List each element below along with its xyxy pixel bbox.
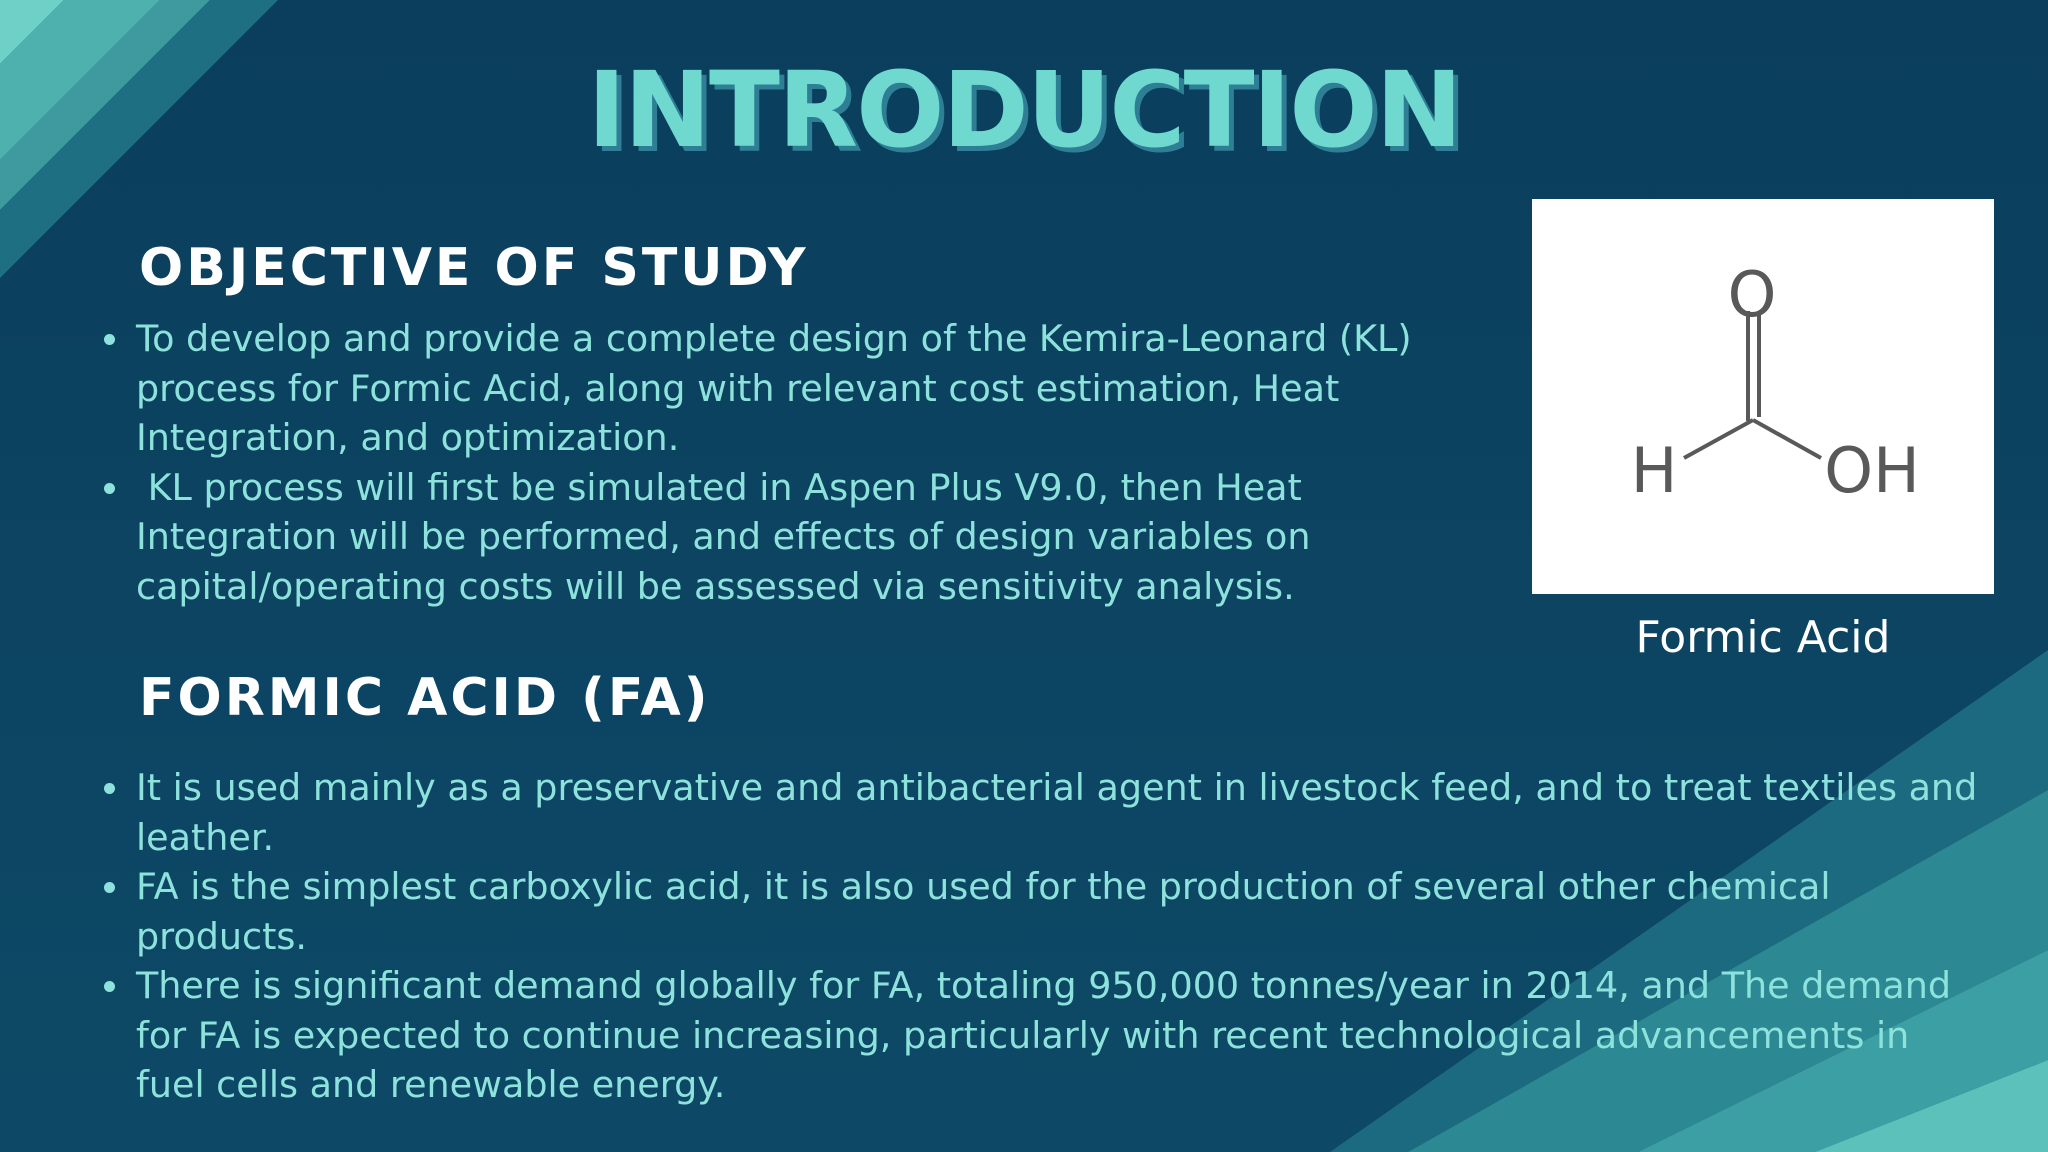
bullet-dot [104,783,115,794]
bullet-dot [104,981,115,992]
formic-acid-structure-image [1532,199,1994,594]
formic-acid-bullet-text: There is significant demand globally for FA, totaling 950,000 tonnes/year in 2014, and The demand for FA is expected to continue increasing, particularly with recent technological advancements in fuel cells and renewable energy. [136,964,1952,1106]
list-item [101,463,1511,612]
bullet-dot [104,483,115,494]
objective-bullet-list [101,314,1511,611]
formic-acid-bullet-text: It is used mainly as a preservative and antibacterial agent in livestock feed, and to treat textiles and leather. [136,766,1978,859]
oxygen-atom-label: O [1727,258,1777,331]
hydroxyl-group-label: OH [1824,434,1920,507]
c-oh-bond [1753,420,1821,458]
bullet-dot [104,334,115,345]
list-item [101,862,1981,961]
hydrogen-atom-label: H [1630,434,1678,507]
objective-bullet-text: KL process will first be simulated in Aspen Plus V9.0, then Heat Integration will be performed, and effects of design variables on capital/operating costs will be assessed via sensitivity analysis. [136,465,1323,608]
objective-bullet-text: To develop and provide a complete design of the Kemira-Leonard (KL) process for Formic Acid, along with relevant cost estimation, Heat Integration, and optimization. [136,317,1412,459]
objective-heading: OBJECTIVE OF STUDY [139,238,809,298]
bullet-dot [104,882,115,893]
molecule-caption: Formic Acid [1635,612,1891,663]
list-item [101,961,1981,1110]
list-item [101,314,1511,463]
formic-acid-bullet-text: FA is the simplest carboxylic acid, it is also used for the production of several other chemical products. [136,865,1831,958]
page-title: INTRODUCTION [587,49,1461,171]
c-h-bond [1684,420,1753,458]
molecule-diagram [1532,199,1994,594]
formic-acid-bullet-list [101,763,1981,1110]
list-item [101,763,1981,862]
formic-acid-heading: FORMIC ACID (FA) [139,668,711,728]
